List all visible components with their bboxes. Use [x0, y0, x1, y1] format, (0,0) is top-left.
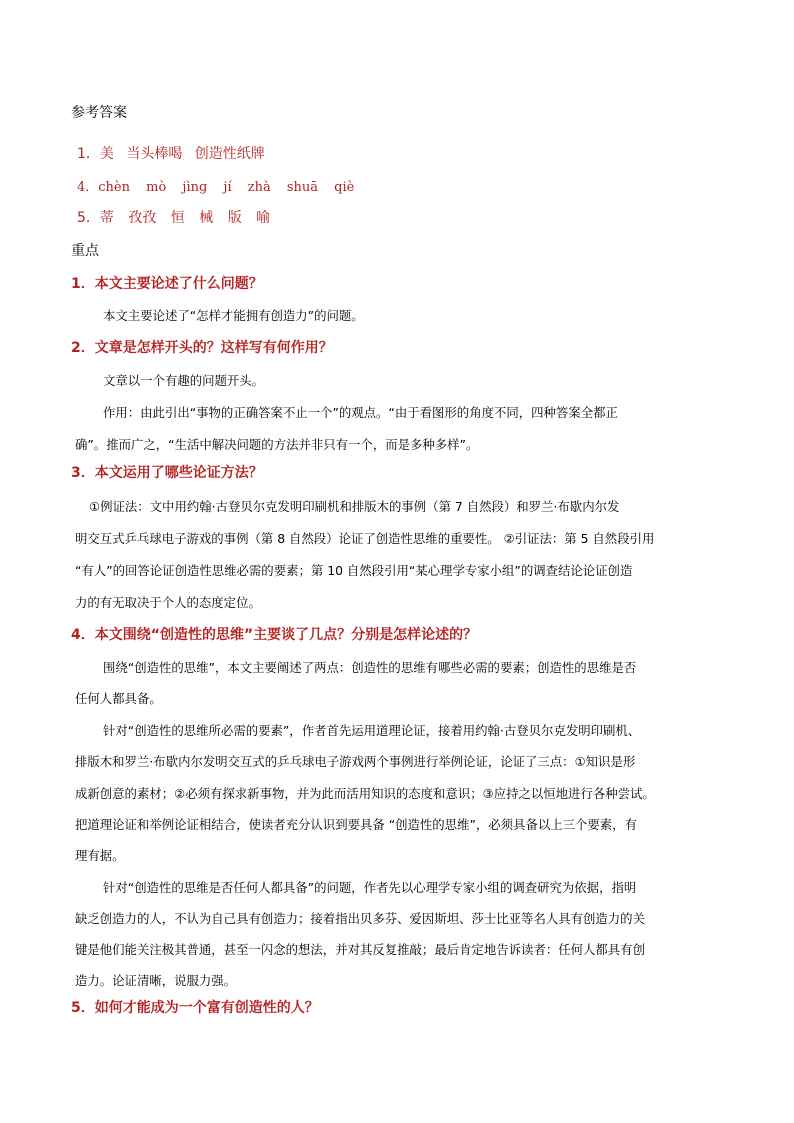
- question-3-answer-line-3: “有人”的回答论证创造性思维必需的要素；第 10 自然段引用“某心理学专家小组”的调查结论论证创造: [75, 563, 633, 578]
- question-2-answer-2-line-2: 确”。推而广之，“生活中解决问题的方法并非只有一个，而是多种多样”。: [75, 437, 479, 452]
- answers-heading: 参考答案: [71, 105, 127, 121]
- question-4-para-2-line-4: 把道理论证和举例论证相结合，使读者充分认识到要具备 “创造性的思维”，必须具备以上三个要素，有: [75, 817, 637, 832]
- question-3-answer-line-2: 明交互式乒乓球电子游戏的事例（第 8 自然段）论证了创造性思维的重要性。 ②引证法：第 5 自然段引用: [75, 531, 655, 546]
- question-4-para-2-line-2: 排版木和罗兰·布歇内尔发明交互式的乒乓球电子游戏两个事例进行举例论证，论证了三点：①知识是形: [75, 754, 636, 769]
- question-2-answer-2-line-1: 作用：由此引出“事物的正确答案不止一个”的观点。“由于看图形的角度不同，四种答案全都正: [103, 405, 618, 420]
- question-5: 5．如何才能成为一个富有创造性的人？: [71, 1000, 319, 1016]
- question-4: 4．本文围绕“创造性的思维”主要谈了几点？分别是怎样论述的？: [71, 627, 478, 643]
- question-4-para-2-line-5: 理有据。: [75, 848, 125, 863]
- question-4-para-3-line-1: 针对“创造性的思维是否任何人都具备”的问题，作者先以心理学专家小组的调查研究为依据，指明: [103, 880, 637, 895]
- question-4-para-3-line-3: 键是他们能关注极其普通，甚至一闪念的想法，并对其反复推敲；最后肯定地告诉读者：任何人都具有创: [75, 942, 645, 957]
- answer-1: 1．美 当头棒喝 创造性纸牌: [77, 146, 265, 162]
- question-3-answer-line-1: ①例证法：文中用约翰·古登贝尔克发明印刷机和排版木的事例（第 7 自然段）和罗兰·布歇内尔发: [89, 499, 620, 514]
- question-1-answer: 本文主要论述了“怎样才能拥有创造力”的问题。: [103, 308, 364, 323]
- question-4-para-2-line-3: 成新创意的素材；②必须有探求新事物，并为此而活用知识的态度和意识；③应持之以恒地进行各种尝试。: [75, 786, 655, 801]
- question-4-para-3-line-2: 缺乏创造力的人，不认为自己具有创造力；接着指出贝多芬、爱因斯坦、莎士比亚等名人具有创造力的关: [75, 911, 645, 926]
- key-heading: 重点: [71, 243, 99, 259]
- question-1: 1．本文主要论述了什么问题？: [71, 276, 263, 292]
- question-4-para-2-line-1: 针对“创造性的思维所必需的要素”，作者首先运用道理论证，接着用约翰·古登贝尔克发明印刷机、: [103, 723, 641, 738]
- question-4-para-1-line-2: 任何人都具备。: [75, 691, 162, 706]
- answer-5: 5．蒂 孜孜 恒 械 版 喻: [77, 210, 271, 226]
- answer-4-pinyin: 4．chèn mò jìng jí zhà shuā qiè: [77, 180, 355, 195]
- question-2-answer-1: 文章以一个有趣的问题开头。: [103, 373, 265, 388]
- question-3-answer-line-4: 力的有无取决于个人的态度定位。: [75, 595, 261, 610]
- question-2: 2．文章是怎样开头的？这样写有何作用？: [71, 340, 333, 356]
- question-4-para-3-line-4: 造力。论证清晰，说服力强。: [75, 973, 237, 988]
- question-3: 3．本文运用了哪些论证方法？: [71, 465, 263, 481]
- question-4-para-1-line-1: 围绕“创造性的思维”，本文主要阐述了两点：创造性的思维有哪些必需的要素；创造性的思维是否: [103, 660, 637, 675]
